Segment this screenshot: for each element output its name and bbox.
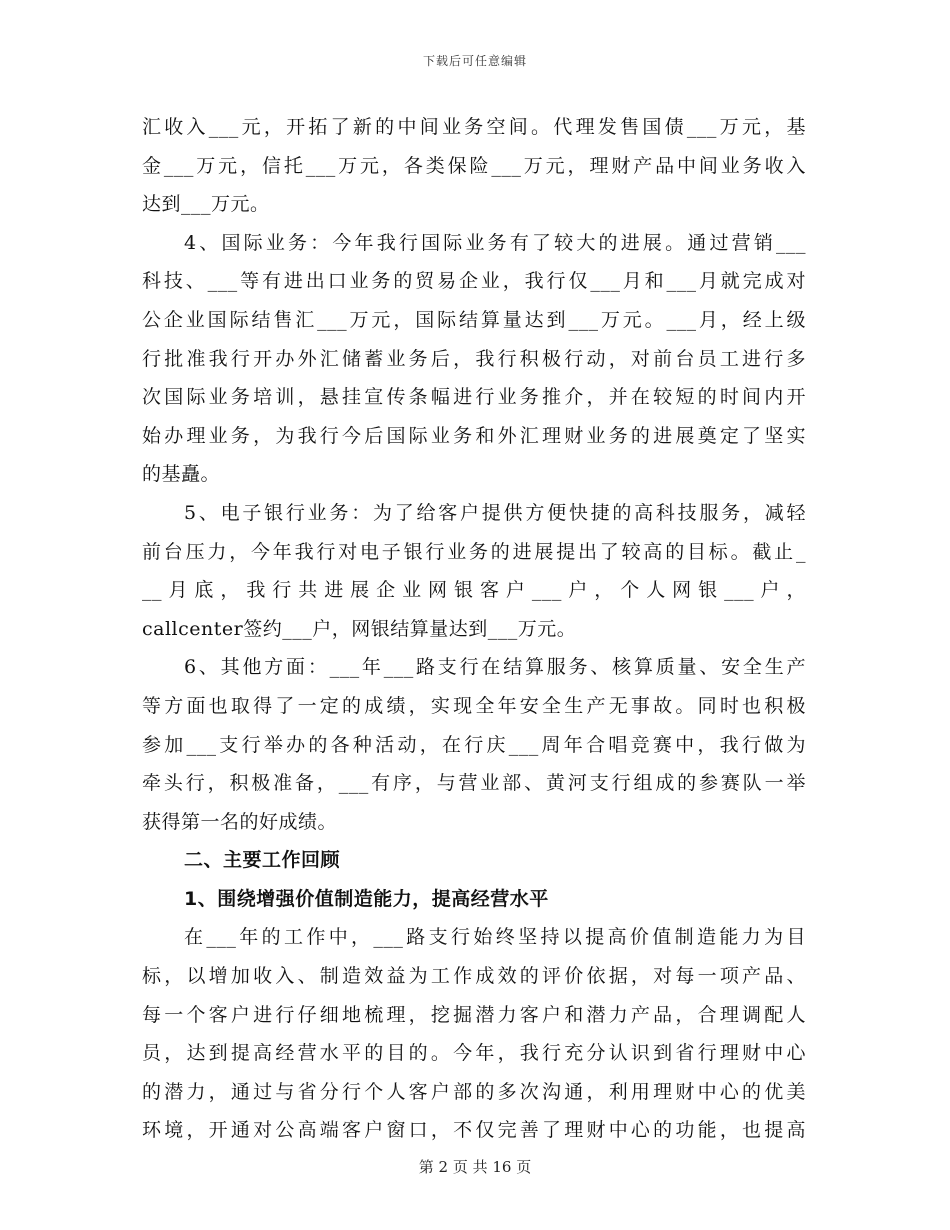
text-line: 始办理业务，为我行今后国际业务和外汇理财业务的进展奠定了坚实 <box>142 424 806 447</box>
text-line: 等方面也取得了一定的成绩，实现全年安全生产无事故。同时也积极 <box>142 694 806 717</box>
page-footer: 第 2 页 共 16 页 <box>418 1158 532 1176</box>
text-line: callcenter签约___户，网银结算量达到___万元。 <box>142 617 577 640</box>
page-header: 下载后可任意编辑 <box>422 54 527 68</box>
text-line: 前台压力，今年我行对电子银行业务的进展提出了较高的目标。截止_ <box>142 540 806 563</box>
text-line: 科技、___等有进出口业务的贸易企业，我行仅___月和___月就完成对 <box>142 270 806 293</box>
text-line: 的潜力，通过与省分行个人客户部的多次沟通，利用理财中心的优美 <box>142 1080 806 1103</box>
text-line: 员，达到提高经营水平的目的。今年，我行充分认识到省行理财中心 <box>142 1042 806 1065</box>
text-line: 的基矗。 <box>142 463 221 486</box>
text-line: 5、电子银行业务：为了给客户提供方便快捷的高科技服务，减轻 <box>184 501 806 524</box>
text-line: 每一个客户进行仔细地梳理，挖掘潜力客户和潜力产品，合理调配人 <box>142 1003 806 1026</box>
text-line: 达到___万元。 <box>142 193 270 216</box>
subsection-heading: 1、围绕增强价值制造能力，提高经营水平 <box>184 887 549 910</box>
text-line: __月底，我行共进展企业网银客户___户，个人网银___户， <box>142 579 806 602</box>
text-line: 获得第一名的好成绩。 <box>142 810 338 833</box>
section-heading: 二、主要工作回顾 <box>184 849 341 872</box>
text-line: 6、其他方面：___年___路支行在结算服务、核算质量、安全生产 <box>184 656 806 679</box>
text-line: 环境，开通对公高端客户窗口，不仅完善了理财中心的功能，也提高 <box>142 1119 806 1142</box>
text-line: 参加___支行举办的各种活动，在行庆___周年合唱竞赛中，我行做为 <box>142 733 806 756</box>
document-body <box>142 108 806 1150</box>
text-line: 公企业国际结售汇___万元，国际结算量达到___万元。___月，经上级 <box>142 308 806 331</box>
text-line: 在___年的工作中，___路支行始终坚持以提高价值制造能力为目 <box>184 926 806 949</box>
text-line: 标，以增加收入、制造效益为工作成效的评价依据，对每一项产品、 <box>142 965 806 988</box>
text-line: 4、国际业务：今年我行国际业务有了较大的进展。通过营销___ <box>184 231 806 254</box>
text-line: 金___万元，信托___万元，各类保险___万元，理财产品中间业务收入 <box>142 154 806 177</box>
text-line: 汇收入___元，开拓了新的中间业务空间。代理发售国债___万元，基 <box>142 116 806 138</box>
text-line: 牵头行，积极准备，___有序，与营业部、黄河支行组成的参赛队一举 <box>142 772 806 795</box>
text-line: 次国际业务培训，悬挂宣传条幅进行业务推介，并在较短的时间内开 <box>142 386 806 409</box>
text-line: 行批准我行开办外汇储蓄业务后，我行积极行动，对前台员工进行多 <box>142 347 806 370</box>
